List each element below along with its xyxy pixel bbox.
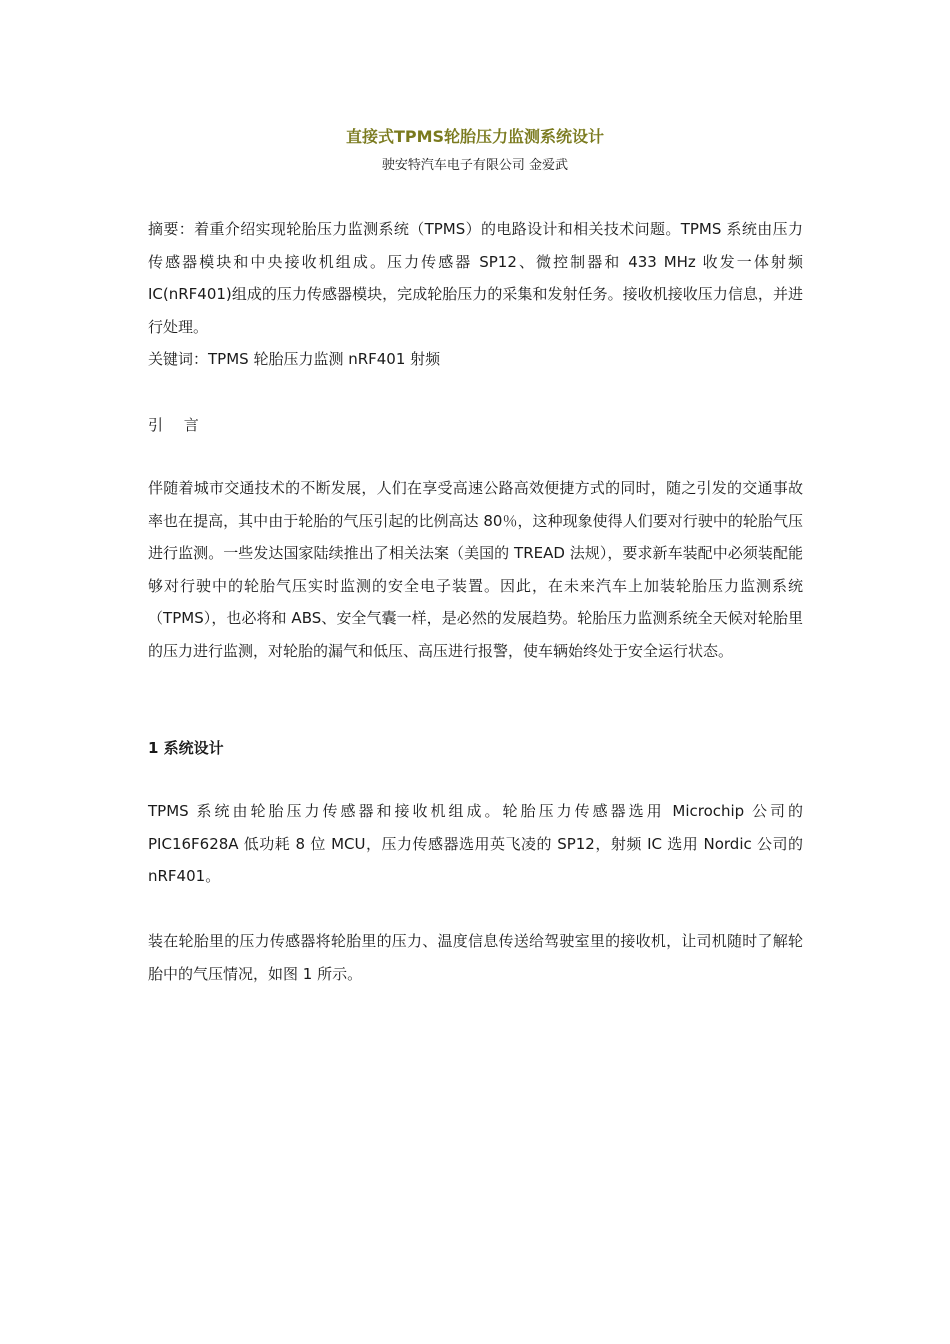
abstract-section <box>148 213 803 376</box>
section1-body-2 <box>148 925 803 990</box>
article-title: 直接式TPMS轮胎压力监测系统设计 <box>345 127 605 146</box>
intro-heading: 引 言 <box>148 416 207 434</box>
keywords-line: 关键词：TPMS 轮胎压力监测 nRF401 射频 <box>148 350 441 368</box>
section1-heading: 1 系统设计 <box>148 739 224 757</box>
section1-paragraph-1: TPMS 系统由轮胎压力传感器和接收机组成。轮胎压力传感器选用 Microchip 公司的 PIC16F628A 低功耗 8 位 MCU，压力传感器选用英飞凌的 SP12，射频 IC 选用 Nordic 公司的 nRF401。 <box>148 802 803 885</box>
section1-body-1 <box>148 795 803 893</box>
article-byline: 驶安特汽车电子有限公司 金爱武 <box>381 158 569 173</box>
intro-paragraph: 伴随着城市交通技术的不断发展，人们在享受高速公路高效便捷方式的同时，随之引发的交通事故率也在提高，其中由于轮胎的气压引起的比例高达 80％，这种现象使得人们要对行驶中的轮胎气压进行监测。一些发达国家陆续推出了相关法案（美国的 TREAD 法规），要求新车装配中必须装配能够对行驶中的轮胎气压实时监测的安全电子装置。因此，在未来汽车上加装轮胎压力监测系统（TPMS），也必将和 ABS、安全气囊一样，是必然的发展趋势。轮胎压力监测系统全天候对轮胎里的压力进行监测，对轮胎的漏气和低压、高压进行报警，使车辆始终处于安全运行状态。 <box>148 479 803 660</box>
abstract-paragraph: 摘要：着重介绍实现轮胎压力监测系统（TPMS）的电路设计和相关技术问题。TPMS 系统由压力传感器模块和中央接收机组成。压力传感器 SP12、微控制器和 433 MHz 收发一体射频 IC(nRF401)组成的压力传感器模块，完成轮胎压力的采集和发射任务。接收机接收压力信息，并进行处理。 <box>148 220 803 336</box>
section1-paragraph-2: 装在轮胎里的压力传感器将轮胎里的压力、温度信息传送给驾驶室里的接收机，让司机随时了解轮胎中的气压情况，如图 1 所示。 <box>148 932 803 983</box>
intro-section <box>148 472 803 667</box>
